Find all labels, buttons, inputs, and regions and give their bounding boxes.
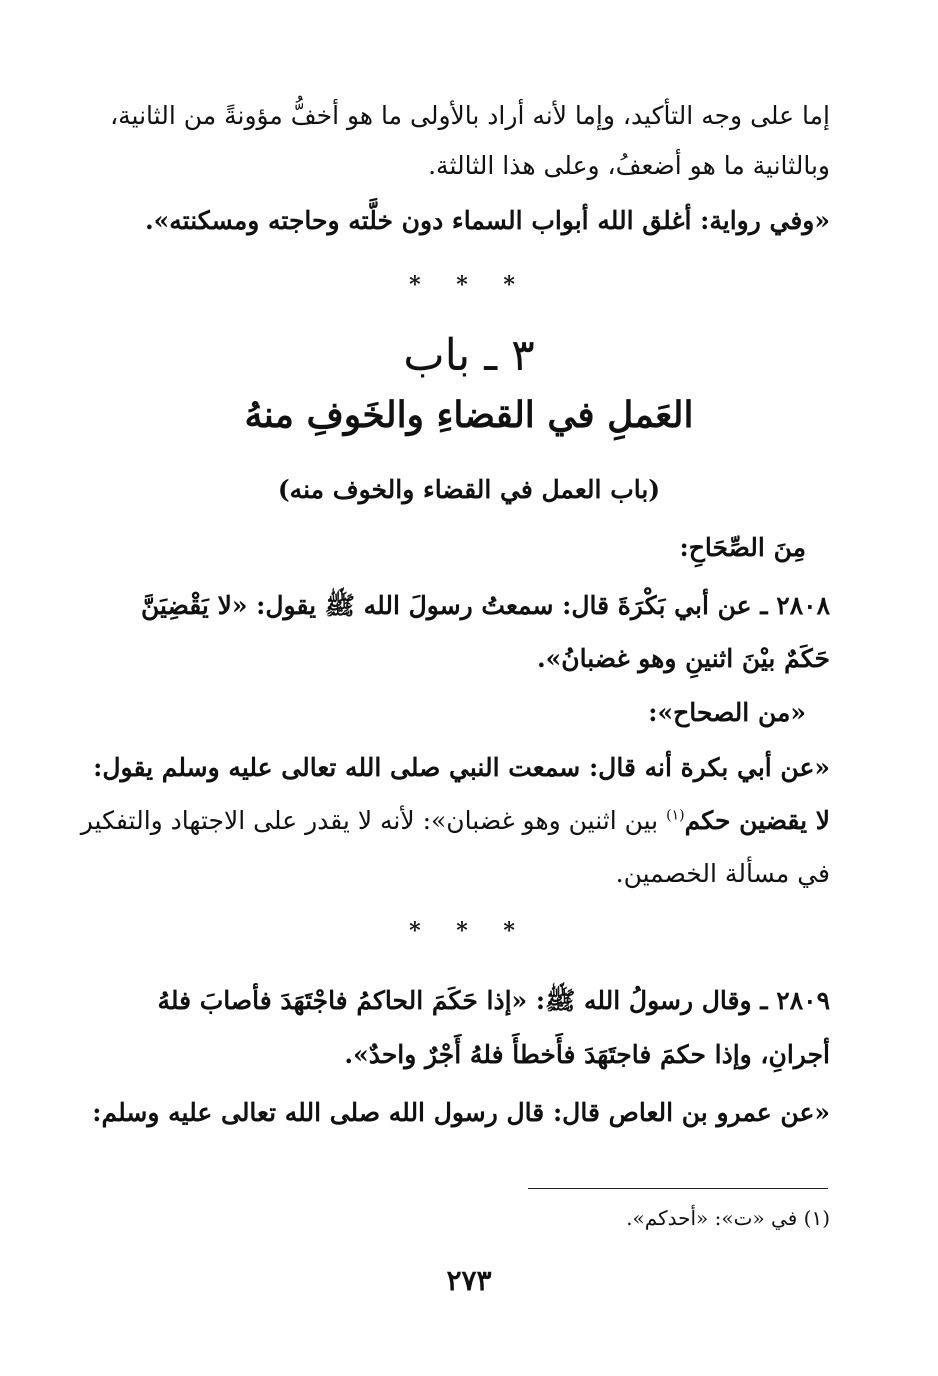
commentary-line-3: في مسألة الخصمين.	[615, 859, 830, 888]
text-line-1: إما على وجه التأكيد، وإما لأنه أراد بالأولى ما هو أخفُّ مؤونةً من الثانية،	[110, 101, 830, 130]
commentary-line-4: «عن عمرو بن العاص قال: قال رسول الله صلى الله تعالى عليه وسلم:	[92, 1098, 830, 1127]
text-line-2: وبالثانية ما هو أضعفُ، وعلى هذا الثالثة.	[428, 151, 830, 180]
narration-quote: «وفي رواية: أغلق الله أبواب السماء دون خلَّته وحاجته ومسكنته».	[144, 206, 830, 235]
section-separator: * * *	[409, 272, 529, 298]
commentary-line-2-quote: لا يقضين حكم	[684, 806, 830, 835]
hadith-2808-line-1: ٢٨٠٨ ـ عن أبي بَكْرَةَ قال: سمعتُ رسولَ الله ﷺ يقول: «لا يَقْضِيَنَّ	[141, 591, 830, 620]
chapter-subtitle: (باب العمل في القضاء والخوف منه)	[277, 475, 661, 504]
chapter-title: العَملِ في القضاءِ والخَوفِ منهُ	[244, 394, 694, 436]
chapter-heading: ٣ ـ باب	[403, 330, 535, 381]
footnote: (١) في «ت»: «أحدكم».	[626, 1206, 830, 1230]
page-number: ٢٧٣	[446, 1264, 492, 1297]
commentary-line-1	[93, 752, 830, 785]
hadith-2809-line-1: ٢٨٠٩ ـ وقال رسولُ الله ﷺ: «إذا حَكَمَ الحاكمُ فاجْتَهَدَ فأصابَ فلهُ	[157, 986, 830, 1015]
footnote-divider	[528, 1188, 828, 1189]
footnote-reference: (١)	[666, 807, 685, 824]
commentary-line-1-text: «عن أبي بكرة أنه قال: سمعت النبي صلى الله تعالى عليه وسلم يقول:	[93, 753, 830, 782]
hadith-2808-line-2: حَكَمٌ بيْنَ اثنينِ وهو غضبانُ».	[536, 644, 830, 673]
hadith-2809-line-2: أجرانِ، وإذا حكمَ فاجتَهَدَ فأَخطأَ فلهُ أَجْرٌ واحدٌ».	[344, 1040, 830, 1069]
section-label: مِنَ الصِّحَاحِ:	[679, 533, 806, 562]
commentary-label: «من الصحاح»:	[648, 698, 806, 727]
commentary-line-2-rest: بين اثنين وهو غضبان»: لأنه لا يقدر على الاجتهاد والتفكير	[80, 806, 667, 835]
section-separator-2: * * *	[409, 918, 529, 944]
commentary-line-2	[81, 805, 830, 838]
